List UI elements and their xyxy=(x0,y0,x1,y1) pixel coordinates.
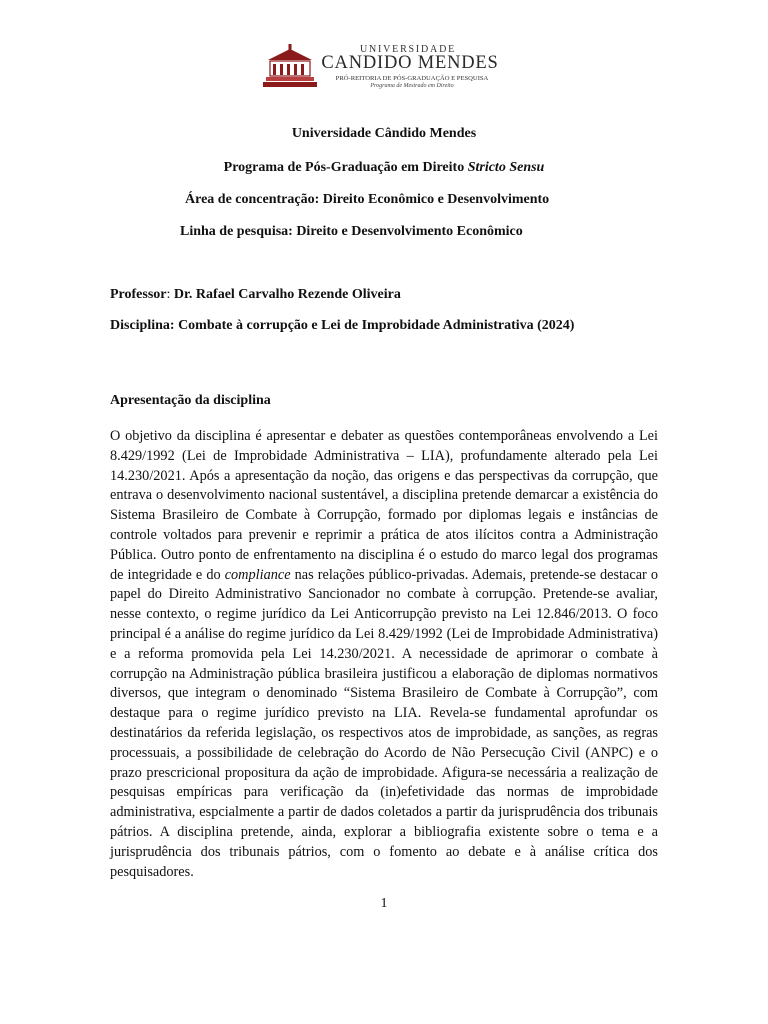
professor-name: Dr. Rafael Carvalho Rezende Oliveira xyxy=(173,287,401,302)
section-title: Apresentação da disciplina xyxy=(110,393,271,408)
building-crest-icon xyxy=(262,44,318,90)
area-heading: Área de concentração: Direito Econômico e Desenvolvimento xyxy=(185,192,550,207)
program-heading-text: Programa de Pós-Graduação em Direito xyxy=(223,160,468,175)
program-heading xyxy=(0,160,768,176)
professor-label: Professor xyxy=(110,287,167,302)
university-logo xyxy=(262,42,502,92)
logo-text-universidade: UNIVERSIDADE xyxy=(359,44,457,55)
logo-text-candido-mendes: CANDIDO MENDES xyxy=(321,53,499,73)
logo-text-programa: Programa de Mestrado em Direito xyxy=(370,83,454,89)
research-line-heading: Linha de pesquisa: Direito e Desenvolvimento Econômico xyxy=(180,224,523,239)
discipline-line: Disciplina: Combate à corrupção e Lei de Improbidade Administrativa (2024) xyxy=(110,318,575,333)
discipline-description xyxy=(110,427,658,882)
logo-text-pro-reitoria: PRÓ-REITORIA DE PÓS-GRADUAÇÃO E PESQUISA xyxy=(335,75,489,82)
professor-separator: : xyxy=(166,287,174,302)
description-text-part2: nas relações público-privadas. Ademais, pretende-se destacar o papel do Direito Administrativo Sancionador no combate à corrupção. Pretende-se avaliar, nesse contexto, o regime jurídico da Lei Anticorrupção previsto na Lei 12.846/2013. O foco principal é a análise do regime jurídico da Lei 8.429/1992 (Lei de Improbidade Administrativa) e a reforma promovida pela Lei 14.230/2021. A necessidade de aprimorar o combate à corrupção na Administração pública brasileira justificou a elaboração de diplomas normativos diversos, que integram o denominado “Sistema Brasileiro de Combate à Corrupção”, com destaque para o regime jurídico previsto na LIA. Revela-se fundamental aprofundar os destinatários da referida legislação, os respectivos atos de improbidade, as sanções, as regras processuais, a possibilidade de celebração do Acordo de Não Persecução Civil (ANPC) e o prazo prescricional propositura da ação de improbidade. Afigura-se necessária a realização de pesquisas empíricas para verificação da (in)efetividade das normas de improbidade administrativa, espcialmente a partir de dados coletados a partir da jurisprudência dos tribunais pátrios. A disciplina pretende, ainda, explorar a bibliografia existente sobre o tema e a jurisprudência dos tribunais pátrios, com o fomento ao debate e à análise crítica dos pesquisadores. xyxy=(110,566,659,880)
page-number: 1 xyxy=(380,896,388,911)
description-text-part1: O objetivo da disciplina é apresentar e debater as questões contemporâneas envolvendo a Lei 8.429/1992 (Lei de Improbidade Administrativa – LIA), profundamente alterado pela Lei 14.230/2021. Após a apresentação da noção, das origens e das perspectivas da corrupção, que entrava o desenvolvimento nacional sustentável, a disciplina pretende demarcar a existência do Sistema Brasileiro de Combate à Corrupção, formado por diplomas legais e instâncias de controle voltados para prevenir e reprimir a prática de atos ilícitos contra a Administração Pública. Outro ponto de enfrentamento na disciplina é o estudo do marco legal dos programas de integridade e do xyxy=(110,428,658,583)
description-italic-term: compliance xyxy=(224,566,291,583)
program-heading-italic: Stricto Sensu xyxy=(467,160,545,175)
professor-line xyxy=(110,287,401,303)
university-heading: Universidade Cândido Mendes xyxy=(291,126,477,141)
